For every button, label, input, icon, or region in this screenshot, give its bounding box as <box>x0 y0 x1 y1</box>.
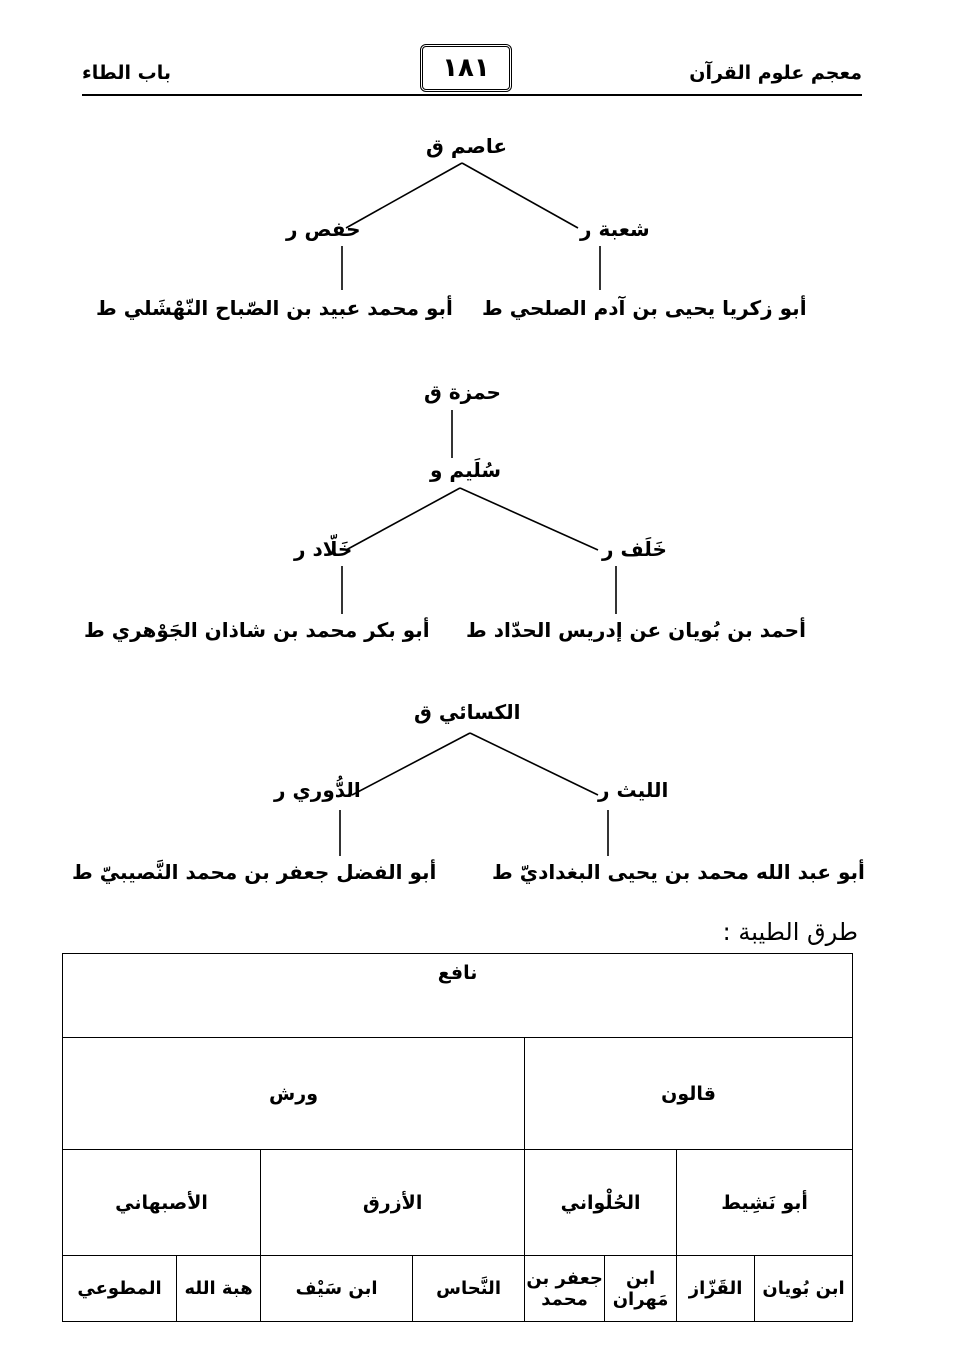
connector-line <box>460 488 598 550</box>
table-cell-level2: الأزرق <box>261 1150 525 1256</box>
table-cell-level3: ابن سَيْف <box>261 1256 413 1322</box>
table-row <box>63 954 853 1038</box>
table-cell-root: نافع <box>63 954 853 1038</box>
section-title: طرق الطيبة : <box>722 918 858 946</box>
tree2-left-leaf: أبو بكر محمد بن شاذان الجَوْهري ط <box>84 618 430 642</box>
connector-line <box>352 733 470 795</box>
tree1-root: عاصم ق <box>426 134 508 158</box>
connector-line <box>470 733 598 795</box>
tree3-right-leaf: أبو عبد الله محمد بن يحيى البغداديّ ط <box>492 860 865 884</box>
table-row <box>63 1038 853 1150</box>
tree2-right-branch: خَلَف ر <box>602 537 667 561</box>
tree3-left-branch: الدُّوري ر <box>274 778 361 802</box>
book-title: معجم علوم القرآن <box>689 62 862 84</box>
tree1-right-leaf: أبو زكريا يحيى بن آدم الصلحي ط <box>482 296 807 320</box>
table-cell-level1: قالون <box>525 1038 853 1150</box>
tayyiba-paths-table <box>62 953 853 1322</box>
tree1-right-branch: شعبة ر <box>580 217 650 241</box>
table-cell-level2: الأصبهاني <box>63 1150 261 1256</box>
table-cell-level1: ورش <box>63 1038 525 1150</box>
table-cell-level3: جعفر بن محمد <box>525 1256 605 1322</box>
tree3-root: الكسائي ق <box>414 700 521 724</box>
table-cell-level3: النَّحاس <box>413 1256 525 1322</box>
tree2-middle: سُلَيم و <box>430 458 502 482</box>
tree1-left-branch: حفص ر <box>286 217 361 241</box>
table-cell-level2: أبو نَشِيط <box>677 1150 853 1256</box>
tree2-left-branch: خَلّاد ر <box>294 537 353 561</box>
table-cell-level2: الحُلْواني <box>525 1150 677 1256</box>
tree2-right-leaf: أحمد بن بُويان عن إدريس الحدّاد ط <box>466 618 806 642</box>
table-row <box>63 1150 853 1256</box>
tree3-right-branch: الليث ر <box>598 778 669 802</box>
table-cell-level3: ابن بُويان <box>755 1256 853 1322</box>
connector-line <box>346 488 460 550</box>
page-number: ١٨١ <box>420 44 512 92</box>
table-cell-level3: ابن مَهران <box>605 1256 677 1322</box>
tree3-left-leaf: أبو الفضل جعفر بن محمد النَّصيبيّ ط <box>72 860 437 884</box>
connector-line <box>346 163 462 228</box>
table-row <box>63 1256 853 1322</box>
chapter-title: باب الطاء <box>82 62 171 84</box>
connector-line <box>462 163 578 228</box>
table-cell-level3: المطوعي <box>63 1256 177 1322</box>
table-cell-level3: هبة الله <box>177 1256 261 1322</box>
tree2-root: حمزة ق <box>424 380 501 404</box>
table-cell-level3: القَزّاز <box>677 1256 755 1322</box>
tree1-left-leaf: أبو محمد عبيد بن الصّباح النّهْشَلي ط <box>96 296 453 320</box>
